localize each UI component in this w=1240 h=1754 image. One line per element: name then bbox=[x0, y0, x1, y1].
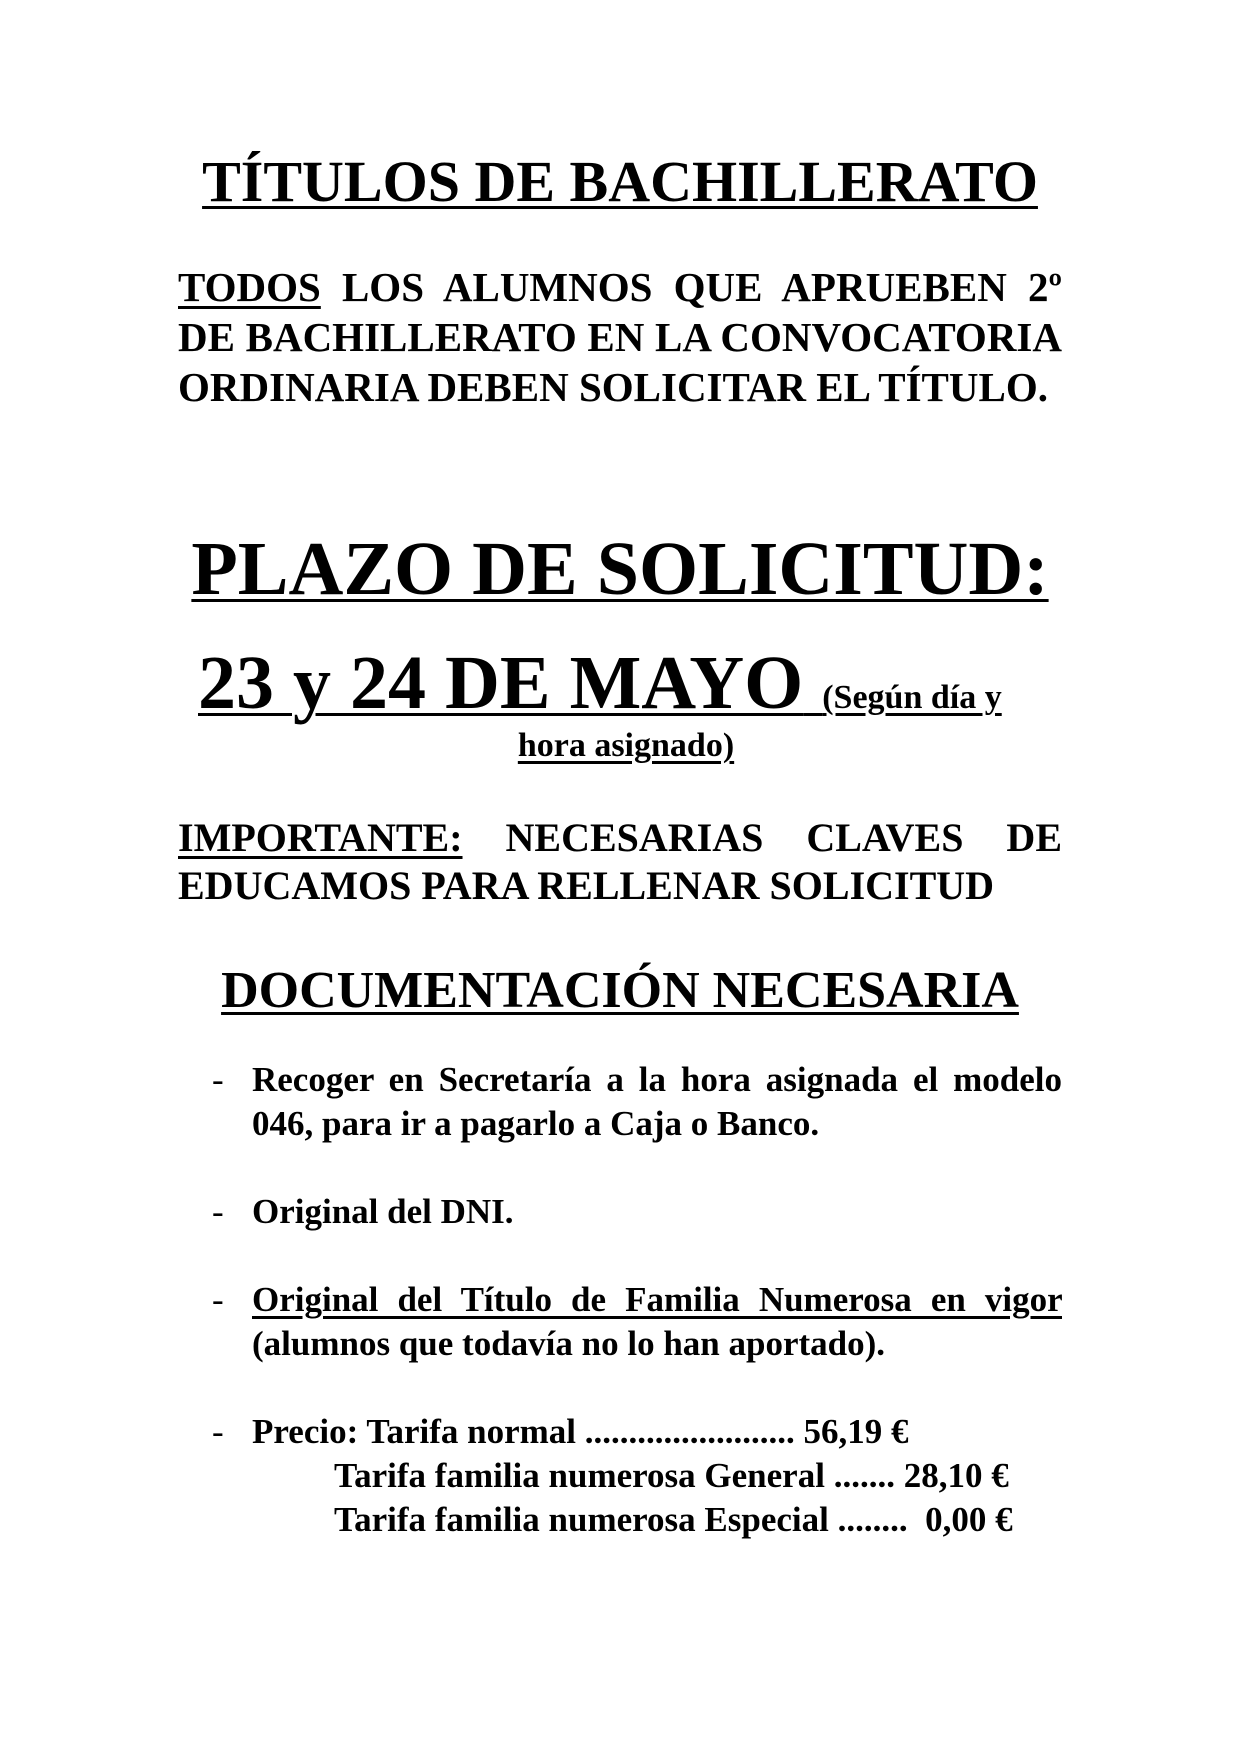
familia-numerosa-note: (alumnos que todavía no lo han aportado). bbox=[252, 1324, 886, 1363]
important-notice bbox=[178, 814, 1062, 910]
bullet-dash: - bbox=[212, 1060, 224, 1099]
title-text: TÍTULOS DE BACHILLERATO bbox=[202, 149, 1038, 214]
bullet-dash: - bbox=[212, 1280, 224, 1319]
price-familia-general: Tarifa familia numerosa General ....... 28,10 € bbox=[334, 1456, 1009, 1495]
intro-paragraph bbox=[178, 262, 1062, 412]
list-item bbox=[212, 1058, 1062, 1146]
item-text: Recoger en Secretaría a la hora asignada el modelo 046, para ir a pagarlo a Caja o Banco. bbox=[252, 1060, 1062, 1143]
document-title bbox=[0, 148, 1240, 216]
documentation-heading bbox=[0, 960, 1240, 1022]
price-normal: Precio: Tarifa normal ........................ 56,19 € bbox=[252, 1412, 909, 1451]
documentation-list bbox=[212, 1058, 1062, 1586]
deadline-heading-text: PLAZO DE SOLICITUD: bbox=[191, 527, 1049, 611]
deadline-note-line bbox=[0, 724, 1240, 768]
important-text: NECESARIAS CLAVES DE EDUCAMOS PARA RELLENAR SOLICITUD bbox=[178, 815, 1062, 908]
list-item bbox=[212, 1190, 1062, 1234]
list-item bbox=[212, 1410, 1062, 1542]
deadline-note-start: (Según día y bbox=[822, 679, 1002, 716]
intro-text: LOS ALUMNOS QUE APRUEBEN 2º DE BACHILLERATO EN LA CONVOCATORIA ORDINARIA DEBEN SOLICITAR EL TÍTULO. bbox=[178, 264, 1062, 410]
deadline-heading bbox=[0, 526, 1240, 612]
familia-numerosa-requirement: Original del Título de Familia Numerosa en vigor bbox=[252, 1280, 1062, 1319]
deadline-note-end: hora asignado) bbox=[517, 727, 735, 764]
deadline-dates-text: 23 y 24 DE MAYO bbox=[198, 641, 804, 725]
price-familia-especial: Tarifa familia numerosa Especial ........ 0,00 € bbox=[334, 1500, 1013, 1539]
bullet-dash: - bbox=[212, 1412, 224, 1451]
bullet-dash: - bbox=[212, 1192, 224, 1231]
important-label: IMPORTANTE: bbox=[178, 815, 463, 860]
list-item bbox=[212, 1278, 1062, 1366]
deadline-dates bbox=[198, 641, 1002, 725]
intro-emphasis: TODOS bbox=[178, 264, 321, 310]
item-text: Original del DNI. bbox=[252, 1192, 514, 1231]
documentation-heading-text: DOCUMENTACIÓN NECESARIA bbox=[221, 962, 1019, 1019]
